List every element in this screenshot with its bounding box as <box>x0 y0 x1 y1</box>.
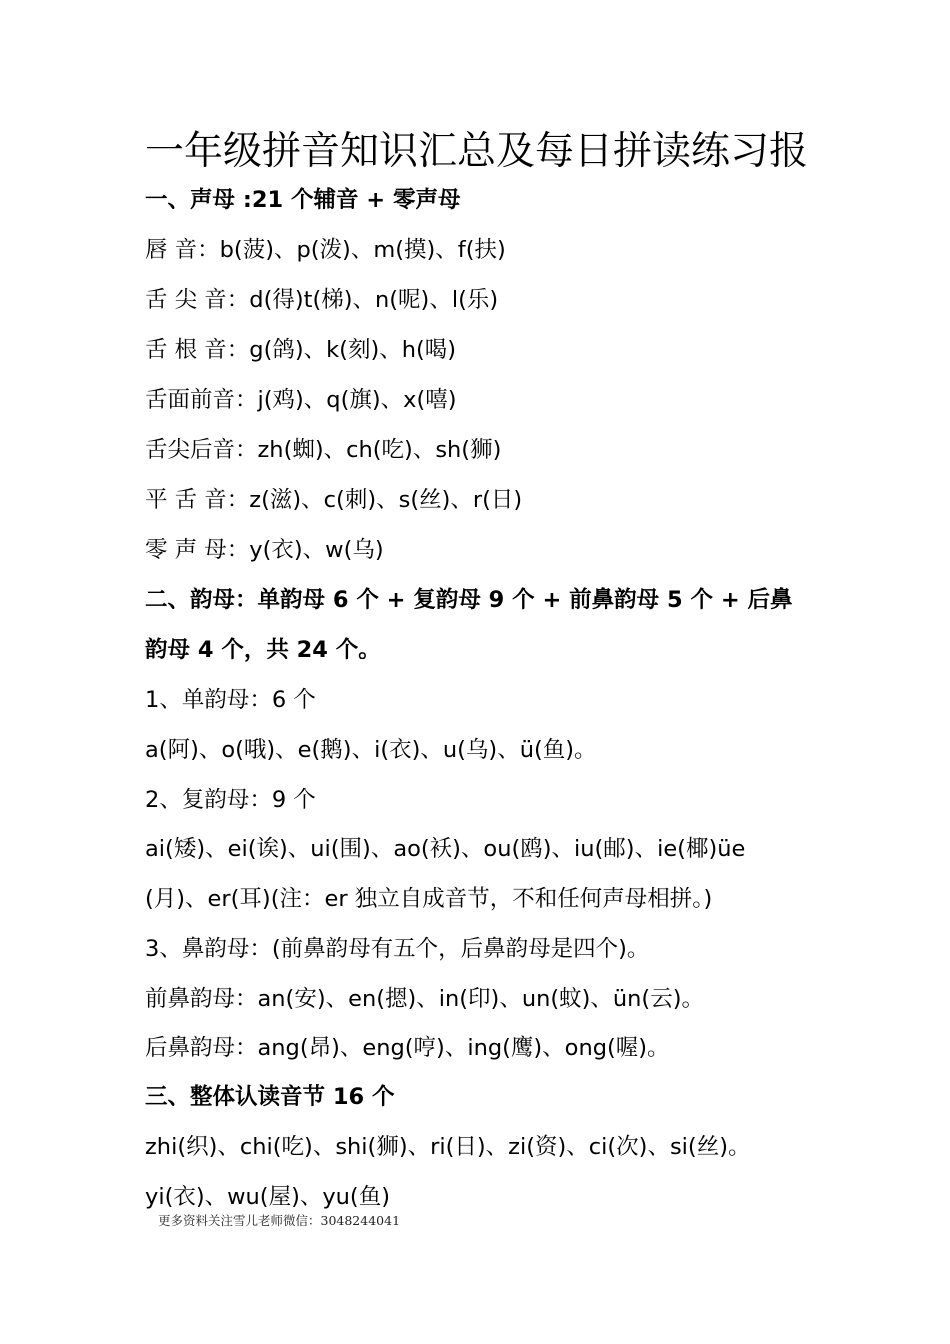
initials-palatal: 舌面前音：j(鸡)、q(旗)、x(嘻) <box>145 387 457 413</box>
initials-zero: 零 声 母：y(衣)、w(乌) <box>145 537 384 563</box>
initials-labial: 唇 音：b(菠)、p(泼)、m(摸)、f(扶) <box>145 237 506 263</box>
back-nasal-finals: 后鼻韵母：ang(昂)、eng(哼)、ing(鹰)、ong(喔)。 <box>145 1035 670 1061</box>
compound-finals-list: ai(矮)、ei(诶)、ui(围)、ao(袄)、ou(鸥)、iu(邮)、ie(椰)üe <box>145 836 746 862</box>
initials-alveolar: 舌 尖 音：d(得)t(梯)、n(呢)、l(乐) <box>145 287 499 313</box>
compound-finals-list-cont: (月)、er(耳)(注：er 独立自成音节，不和任何声母相拼。) <box>145 886 713 912</box>
section-heading-initials: 一、声母 :21 个辅音 + 零声母 <box>145 187 461 213</box>
footer-note: 更多资料关注雪儿老师微信：3048244041 <box>158 1213 401 1228</box>
compound-finals-heading: 2、复韵母：9 个 <box>145 787 316 813</box>
whole-syllables-list: zhi(织)、chi(吃)、shi(狮)、ri(日)、zi(资)、ci(次)、si(丝)。 <box>145 1134 751 1160</box>
initials-retroflex: 舌尖后音：zh(蜘)、ch(吃)、sh(狮) <box>145 437 502 463</box>
section-heading-finals-cont: 韵母 4 个，共 24 个。 <box>145 637 381 663</box>
nasal-finals-heading: 3、鼻韵母：(前鼻韵母有五个，后鼻韵母是四个)。 <box>145 936 650 962</box>
initials-velar: 舌 根 音：g(鸽)、k(刻)、h(喝) <box>145 337 457 363</box>
simple-finals-heading: 1、单韵母：6 个 <box>145 687 316 713</box>
initials-dental: 平 舌 音：z(滋)、c(刺)、s(丝)、r(日) <box>145 487 523 513</box>
front-nasal-finals: 前鼻韵母：an(安)、en(摁)、in(印)、un(蚊)、ün(云)。 <box>145 986 704 1012</box>
whole-syllables-list-cont: yi(衣)、wu(屋)、yu(鱼) <box>145 1184 390 1210</box>
section-heading-finals: 二、韵母：单韵母 6 个 + 复韵母 9 个 + 前鼻韵母 5 个 + 后鼻 <box>145 587 793 613</box>
document-title: 一年级拼音知识汇总及每日拼读练习报 <box>145 129 809 174</box>
section-heading-whole-syllables: 三、整体认读音节 16 个 <box>145 1084 395 1110</box>
simple-finals-list: a(阿)、o(哦)、e(鹅)、i(衣)、u(乌)、ü(鱼)。 <box>145 737 597 763</box>
